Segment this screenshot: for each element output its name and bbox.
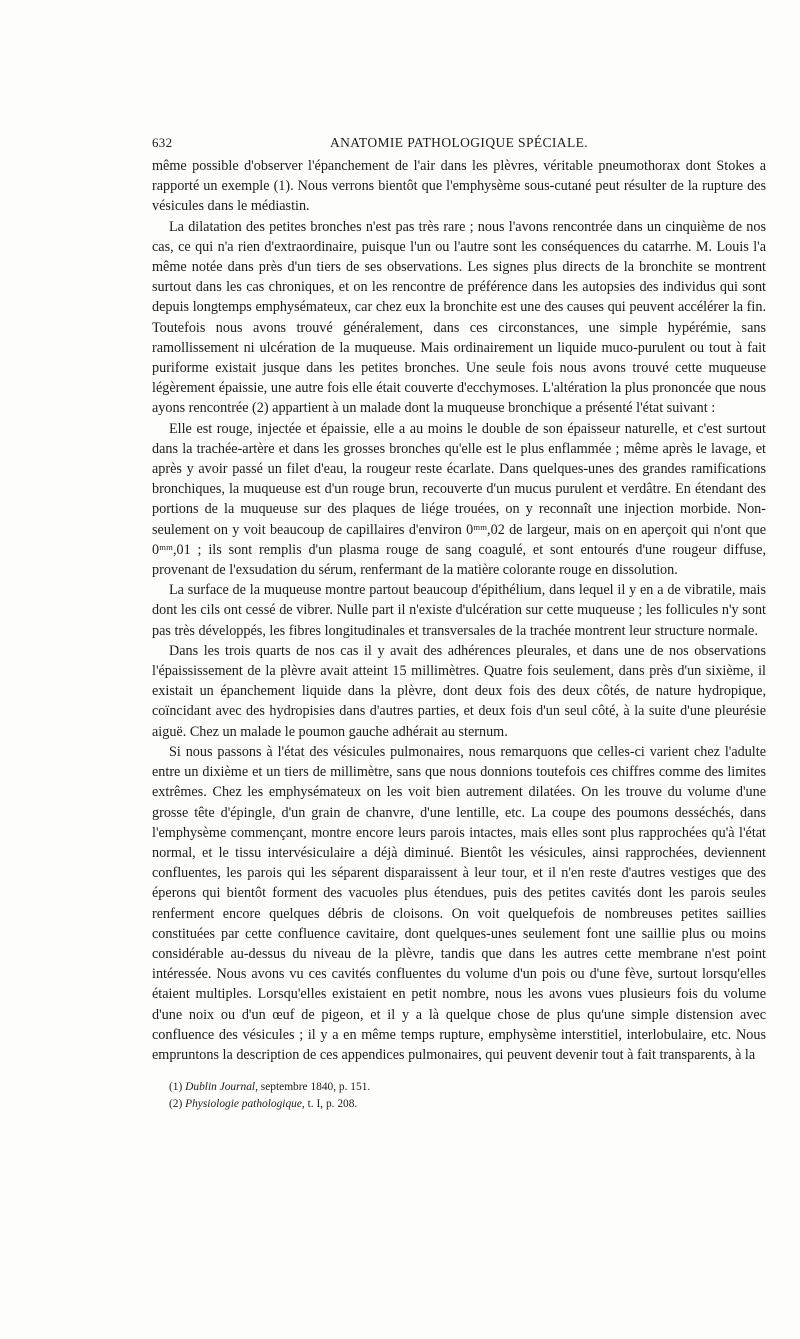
footnote <box>152 1079 766 1096</box>
footnote-marker: (2) <box>169 1098 183 1110</box>
page-number: 632 <box>152 135 173 150</box>
paragraph: Si nous passons à l'état des vésicules pulmonaires, nous remarquons que celles-ci varient chez l'adulte entre un dixième et un tiers de millimètre, sans que nous donnions toutefois ces chiffres comme des limites extrêmes. Chez les emphysémateux on les voit bien autrement dilatées. On les trouve du volume d'une grosse tête d'épingle, d'un grain de chanvre, d'une lentille, etc. La coupe des poumons desséchés, dans l'emphysème commençant, montre encore leurs parois intactes, mais elles sont plus rapprochées qu'à l'état normal, et le tissu intervésiculaire a déjà diminué. Bientôt les vésicules, ainsi rapprochées, deviennent confluentes, les parois qui les séparent disparaissent à leur tour, et il n'en reste d'autres vestiges que des éperons qui bientôt forment des vacuoles plus étendues, puis des petites cavités dont les parois seules renferment encore quelques débris de cloisons. On voit quelquefois de nombreuses petites saillies constituées par cette confluence cavitaire, dont quelques-unes seulement font une saillie plus ou moins considérable au-dessus du niveau de la plèvre, tandis que dans les autres cette membrane n'est point intéressée. Nous avons vu ces cavités confluentes du volume d'un pois ou d'une fève, surtout lorsqu'elles étaient multiples. Lorsqu'elles existaient en petit nombre, nous les avons vues plusieurs fois du volume d'une noix ou d'un œuf de pigeon, et il y a là quelque chose de plus qu'une simple distension avec confluence des vésicules ; il y a en même temps rupture, emphysème interstitiel, interlobulaire, etc. Nous empruntons la description de ces appendices pulmonaires, qui peuvent devenir tout à fait transparents, à la <box>152 743 766 1063</box>
footnote <box>152 1096 766 1113</box>
main-text <box>152 156 766 1065</box>
paragraph: La surface de la muqueuse montre partout beaucoup d'épithélium, dans lequel il y en a de vibratile, mais dont les cils ont cessé de vibrer. Nulle part il n'existe d'ulcération sur cette muqueuse ; les follicules n'y sont pas très développés, les fibres longitudinales et transversales de la trachée montrent leur structure normale. <box>152 582 766 639</box>
footnote-marker: (1) <box>169 1081 183 1093</box>
paragraph: Dans les trois quarts de nos cas il y avait des adhérences pleurales, et dans une de nos observations l'épaississement de la plèvre avait atteint 15 millimètres. Quatre fois seulement, dans près d'un sixième, il existait un épanchement liquide dans la plèvre, dont deux fois des deux côtés, de nature hydropique, coïncidant avec des hydropisies dans d'autres parties, et deux fois d'un seul côté, à la suite d'une pleurésie aiguë. Chez un malade le poumon gauche adhérait au sternum. <box>152 642 766 740</box>
paragraph: Elle est rouge, injectée et épaissie, elle a au moins le double de son épaisseur naturelle, et c'est surtout dans la trachée-artère et dans les grosses bronches qu'elle est le plus enflammée ; même après le lavage, et après y avoir passé un filet d'eau, la rougeur reste écarlate. Dans quelques-unes des grandes ramifications bronchiques, la muqueuse est d'un rouge brun, recouverte d'un mucus purulent et verdâtre. En étendant des portions de la muqueuse sur des plaques de liége trouées, on y reconnaît une injection morbide. Non-seulement on y voit beaucoup de capillaires d'environ 0ᵐᵐ,02 de largeur, mais on en aperçoit qui n'ont que 0ᵐᵐ,01 ; ils sont remplis d'un plasma rouge de sang coagulé, et sont entourés d'une rougeur diffuse, provenant de l'exsudation du sérum, renfermant de la matière colorante rouge en dissolution. <box>152 420 766 579</box>
footnote-source-title: Physiologie pathologique <box>185 1098 302 1110</box>
footnote-reference: , t. I, p. 208. <box>301 1098 358 1110</box>
paragraph: même possible d'observer l'épanchement de l'air dans les plèvres, véritable pneumothorax dont Stokes a rapporté un exemple (1). Nous verrons bientôt que l'emphysème sous-cutané peut résulter de la rupture des vésicules dans le médiastin. <box>152 158 766 215</box>
footnote-reference: , septembre 1840, p. 151. <box>255 1081 371 1093</box>
running-head <box>152 135 766 155</box>
running-head-title: ANATOMIE PATHOLOGIQUE SPÉCIALE. <box>329 135 589 150</box>
footnotes <box>152 1079 766 1113</box>
footnote-source-title: Dublin Journal <box>185 1081 256 1093</box>
paragraph: La dilatation des petites bronches n'est pas très rare ; nous l'avons rencontrée dans un cinquième de nos cas, ce qui n'a rien d'extraordinaire, puisque l'un ou l'autre sont les conséquences du catarrhe. M. Louis l'a même notée dans près d'un tiers de ses observations. Les signes plus directs de la bronchite se montrent surtout dans les cas chroniques, et on les rencontre de préférence dans les autopsies des individus qui sont depuis longtemps emphysémateux, car chez eux la bronchite est une des causes qui peuvent accélérer la fin. Toutefois nous avons trouvé généralement, dans ces circonstances, une simple hypérémie, sans ramollissement ni ulcération de la muqueuse. Mais ordinairement un liquide muco-purulent ou tout à fait puriforme existait jusque dans les petites bronches. Une seule fois nous avons trouvé cette muqueuse légèrement épaissie, une autre fois elle était couverte d'ecchymoses. L'altération la plus prononcée que nous ayons rencontrée (2) appartient à un malade dont la muqueuse bronchique a présenté l'état suivant : <box>152 218 766 417</box>
